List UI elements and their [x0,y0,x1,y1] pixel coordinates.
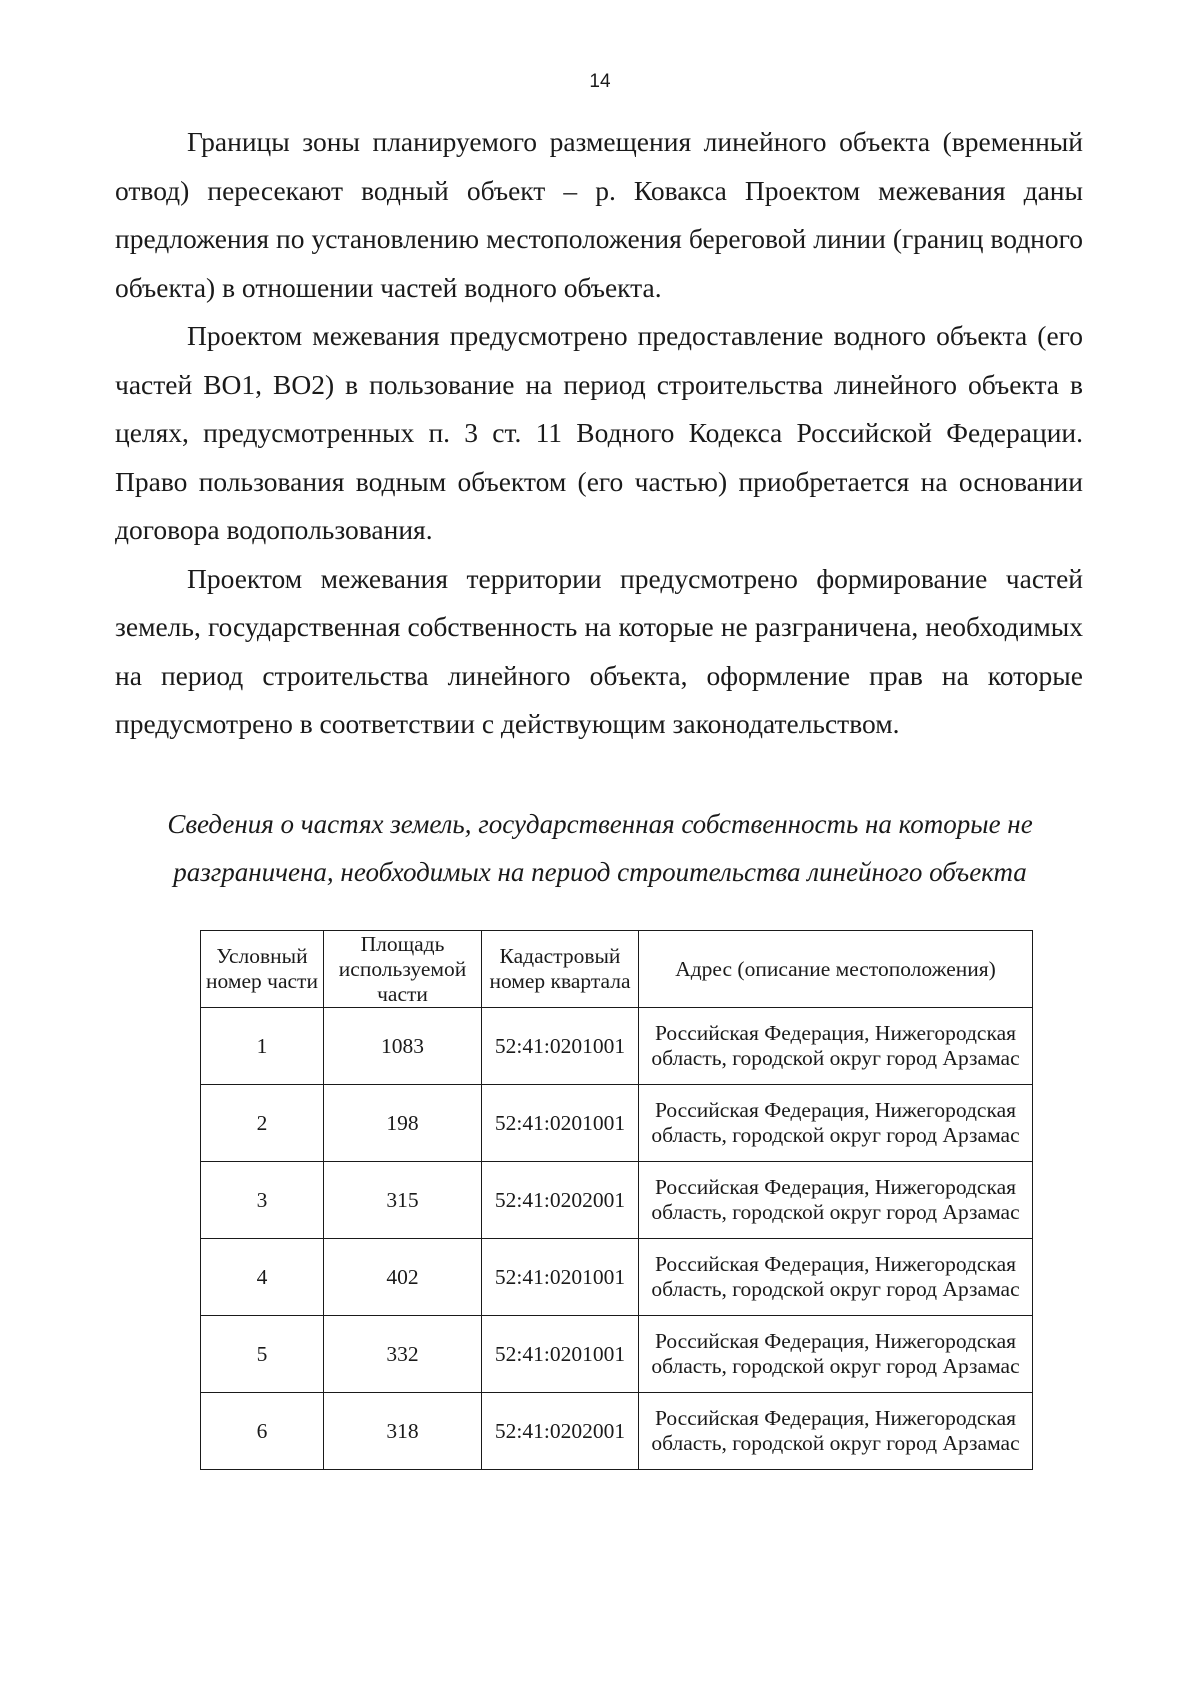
cell-area: 318 [324,1393,482,1470]
body-text [115,118,1083,749]
cell-part-number: 1 [201,1008,324,1085]
cell-part-number: 6 [201,1393,324,1470]
header-address: Адрес (описание местоположения) [639,931,1033,1008]
cell-cadastral-number: 52:41:0201001 [482,1008,639,1085]
table-row [201,1316,1033,1393]
cell-part-number: 2 [201,1085,324,1162]
cell-part-number: 3 [201,1162,324,1239]
cell-part-number: 5 [201,1316,324,1393]
cell-address: Российская Федерация, Нижегородская область, городской округ город Арзамас [639,1239,1033,1316]
table-row [201,1239,1033,1316]
cell-area: 1083 [324,1008,482,1085]
cell-address: Российская Федерация, Нижегородская область, городской округ город Арзамас [639,1008,1033,1085]
paragraph: Границы зоны планируемого размещения линейного объекта (временный отвод) пересекают водный объект – р. Ковакса Проектом межевания даны предложения по установлению местоположения береговой линии (границ водного объекта) в отношении частей водного объекта. [115,126,1083,303]
paragraph: Проектом межевания предусмотрено предоставление водного объекта (его частей ВО1, ВО2) в пользование на период строительства линейного объекта в целях, предусмотренных п. 3 ст. 11 Водного Кодекса Российской Федерации. Право пользования водным объектом (его частью) приобретается на основании договора водопользования. [115,320,1083,545]
cell-address: Российская Федерация, Нижегородская область, городской округ город Арзамас [639,1316,1033,1393]
header-cadastral-number: Кадастровый номер квартала [482,931,639,1008]
cell-cadastral-number: 52:41:0202001 [482,1162,639,1239]
cell-address: Российская Федерация, Нижегородская область, городской округ город Арзамас [639,1162,1033,1239]
cell-cadastral-number: 52:41:0202001 [482,1393,639,1470]
header-area: Площадь используемой части [324,931,482,1008]
table-row [201,1085,1033,1162]
cell-area: 198 [324,1085,482,1162]
paragraph: Проектом межевания территории предусмотрено формирование частей земель, государственная собственность на которые не разграничена, необходимых на период строительства линейного объекта, оформление прав на которые предусмотрено в соответствии с действующим законодательством. [115,562,1083,739]
cell-cadastral-number: 52:41:0201001 [482,1239,639,1316]
cell-cadastral-number: 52:41:0201001 [482,1316,639,1393]
cell-area: 315 [324,1162,482,1239]
cell-cadastral-number: 52:41:0201001 [482,1085,639,1162]
table-row [201,1008,1033,1085]
cell-area: 332 [324,1316,482,1393]
cell-area: 402 [324,1239,482,1316]
table-row [201,1393,1033,1470]
table-row [201,1162,1033,1239]
cell-address: Российская Федерация, Нижегородская область, городской округ город Арзамас [639,1085,1033,1162]
cell-address: Российская Федерация, Нижегородская область, городской округ город Арзамас [639,1393,1033,1470]
table-caption: Сведения о частях земель, государственная собственность на которые не разграничена, необходимых на период строительства линейного объекта [167,809,1033,887]
table-header-row [201,931,1033,1008]
cell-part-number: 4 [201,1239,324,1316]
page-number: 14 [589,71,611,92]
header-part-number: Условный номер части [201,931,324,1008]
land-parts-table [200,930,1033,1470]
